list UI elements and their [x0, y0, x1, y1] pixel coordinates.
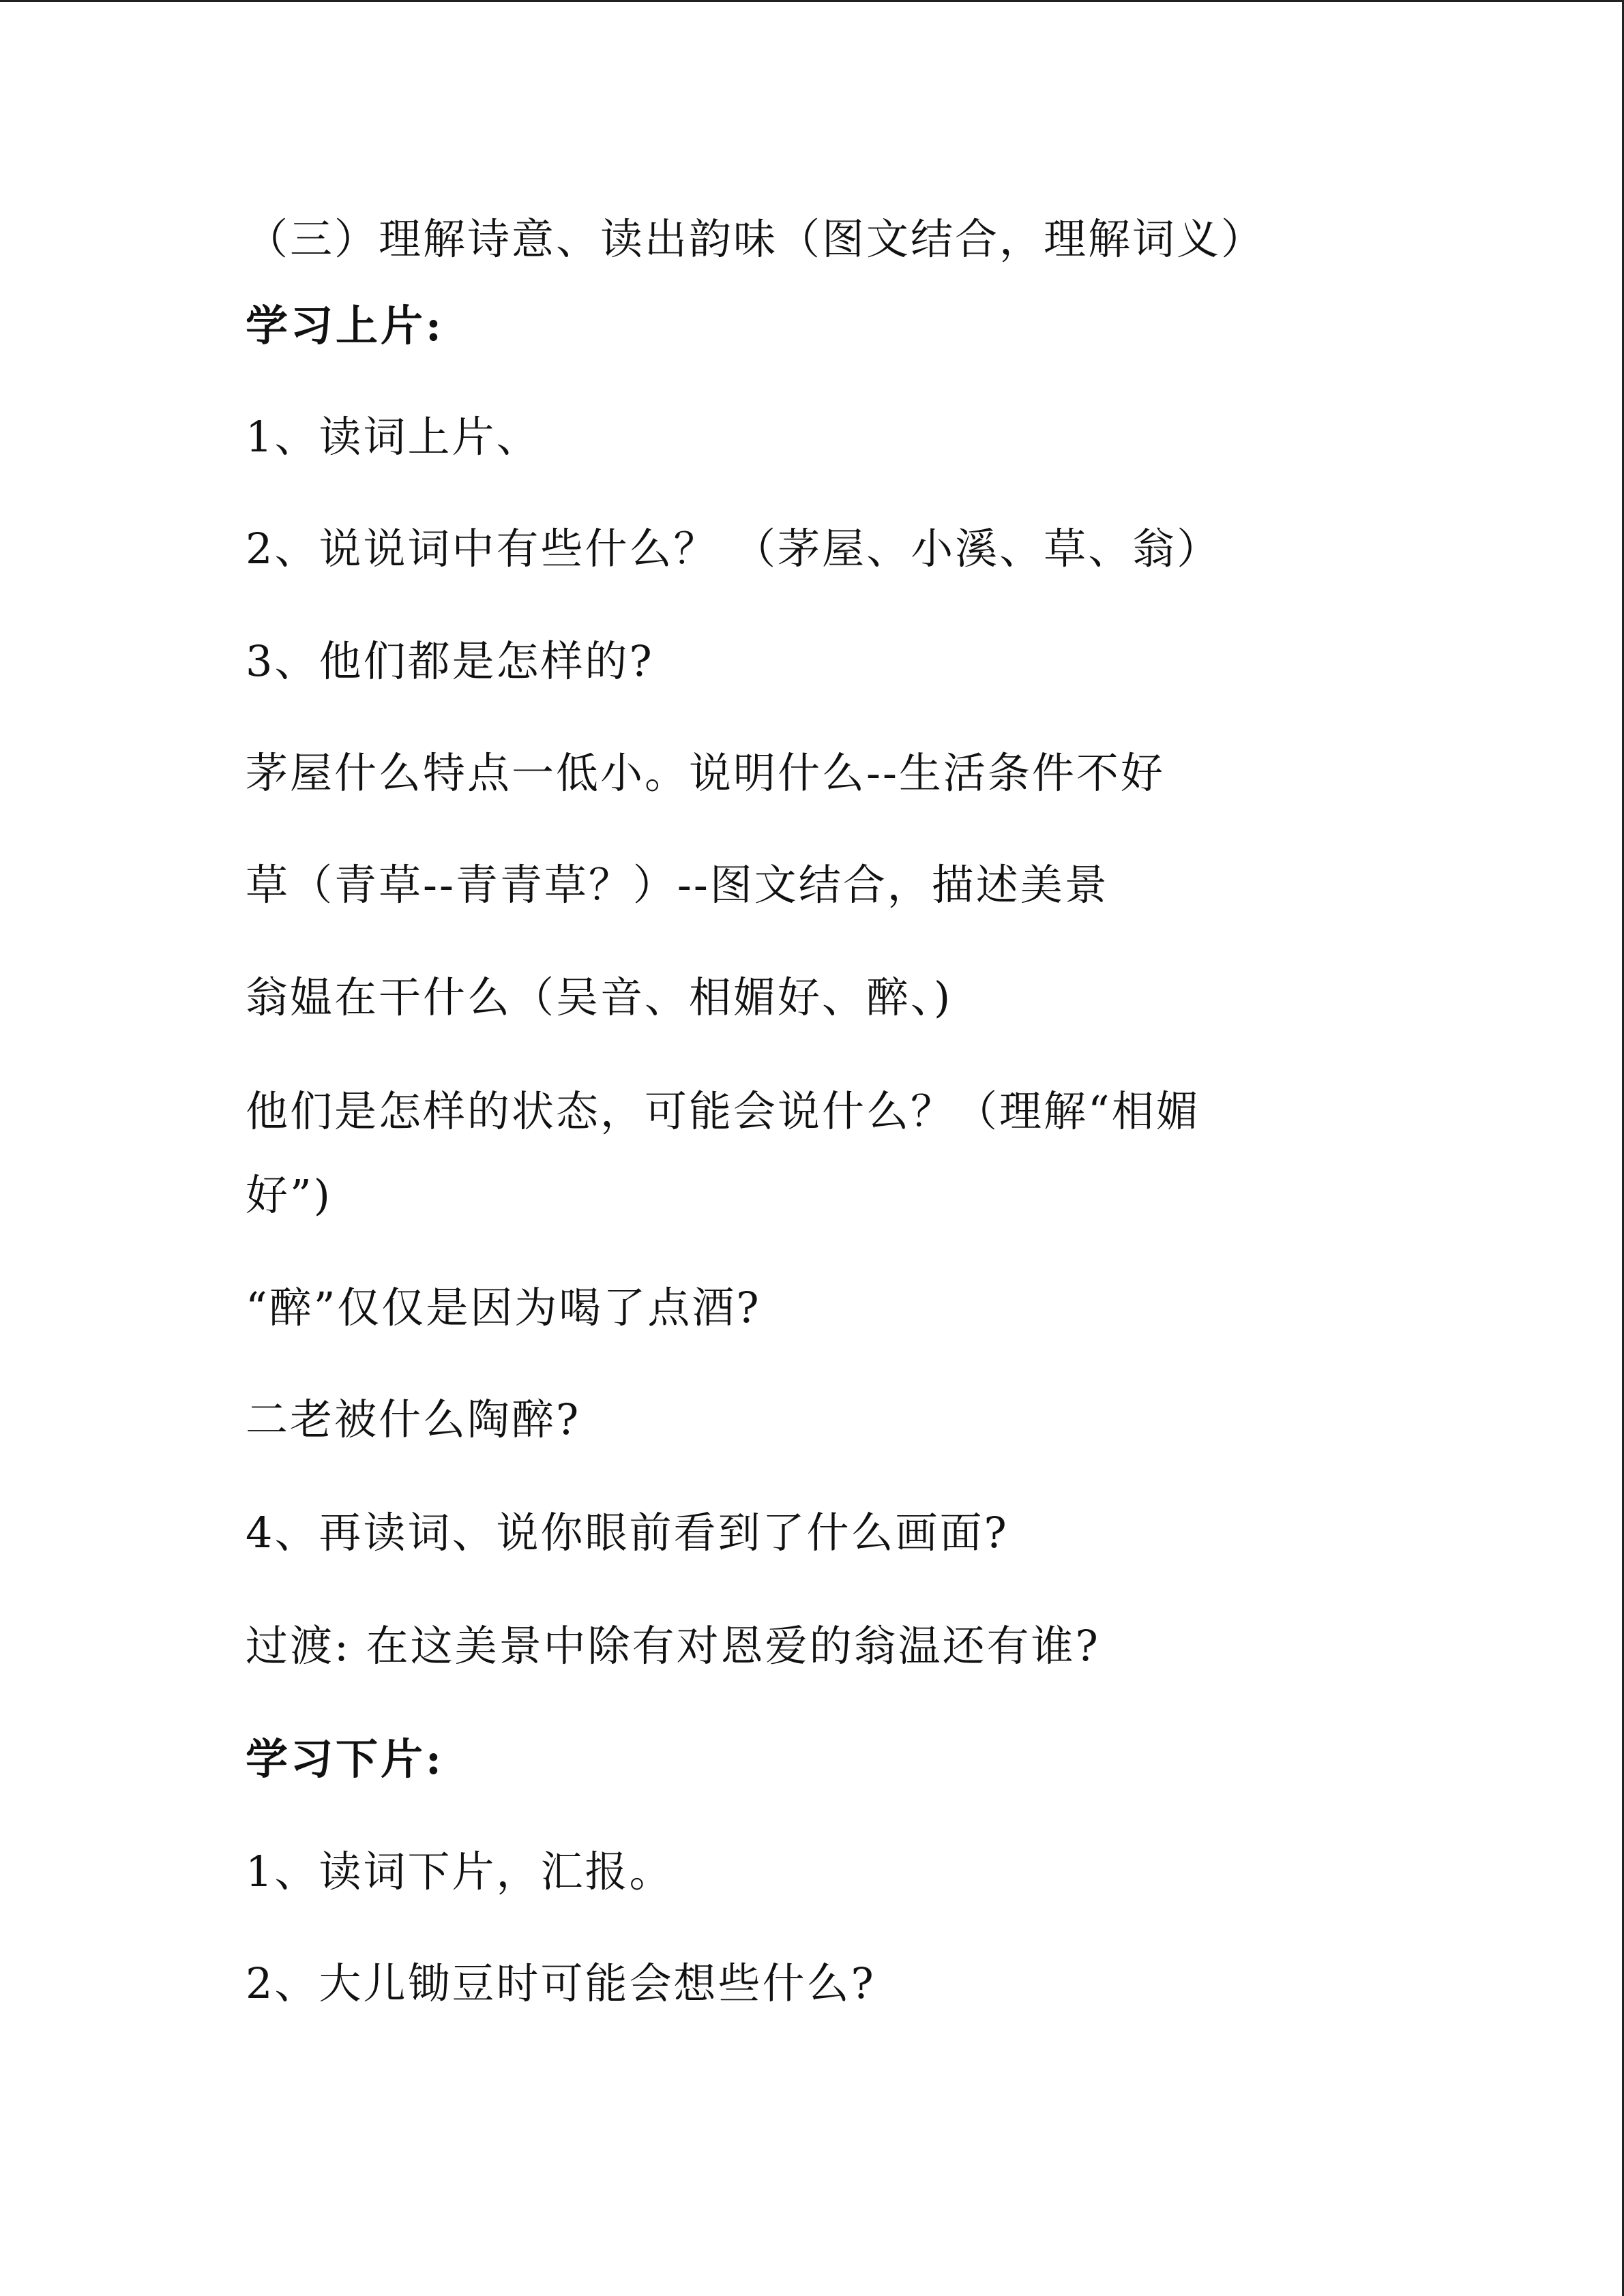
list-item-lower-2: 2、大儿锄豆时可能会想些什么?	[246, 1958, 876, 2008]
paragraph-hut: 茅屋什么特点一低小。说明什么--生活条件不好	[246, 748, 1165, 798]
subheading-lower-part: 学习下片:	[246, 1734, 444, 1784]
paragraph-drunk: “醉”仅仅是因为喝了点酒?	[246, 1283, 761, 1332]
subheading-upper-part: 学习上片:	[246, 301, 444, 351]
paragraph-grass: 草（青草--青青草？）--图文结合，描述美景	[246, 860, 1109, 910]
list-item-3: 3、他们都是怎样的?	[246, 636, 654, 686]
list-item-4: 4、再读词、说你眼前看到了什么画面?	[246, 1508, 1009, 1557]
page-border-top	[0, 0, 1624, 2]
paragraph-state: 他们是怎样的状态，可能会说什么？（理解“相媚	[246, 1086, 1200, 1136]
paragraph-elders: 翁媪在干什么（吴音、相媚好、醉、)	[246, 972, 953, 1022]
transition-text: 过渡: 在这美景中除有对恩爱的翁温还有谁?	[246, 1621, 1100, 1671]
list-item-lower-1: 1、读词下片，汇报。	[246, 1847, 674, 1896]
paragraph-state-continued: 好”)	[246, 1170, 332, 1220]
section-heading-3: （三）理解诗意、读出韵味（图文结合，理解词义）	[246, 214, 1266, 264]
list-item-1: 1、读词上片、	[246, 412, 541, 462]
paragraph-intoxicated: 二老被什么陶醉?	[246, 1395, 581, 1444]
list-item-2: 2、说说词中有些什么？ （茅屋、小溪、草、翁）	[246, 524, 1222, 573]
